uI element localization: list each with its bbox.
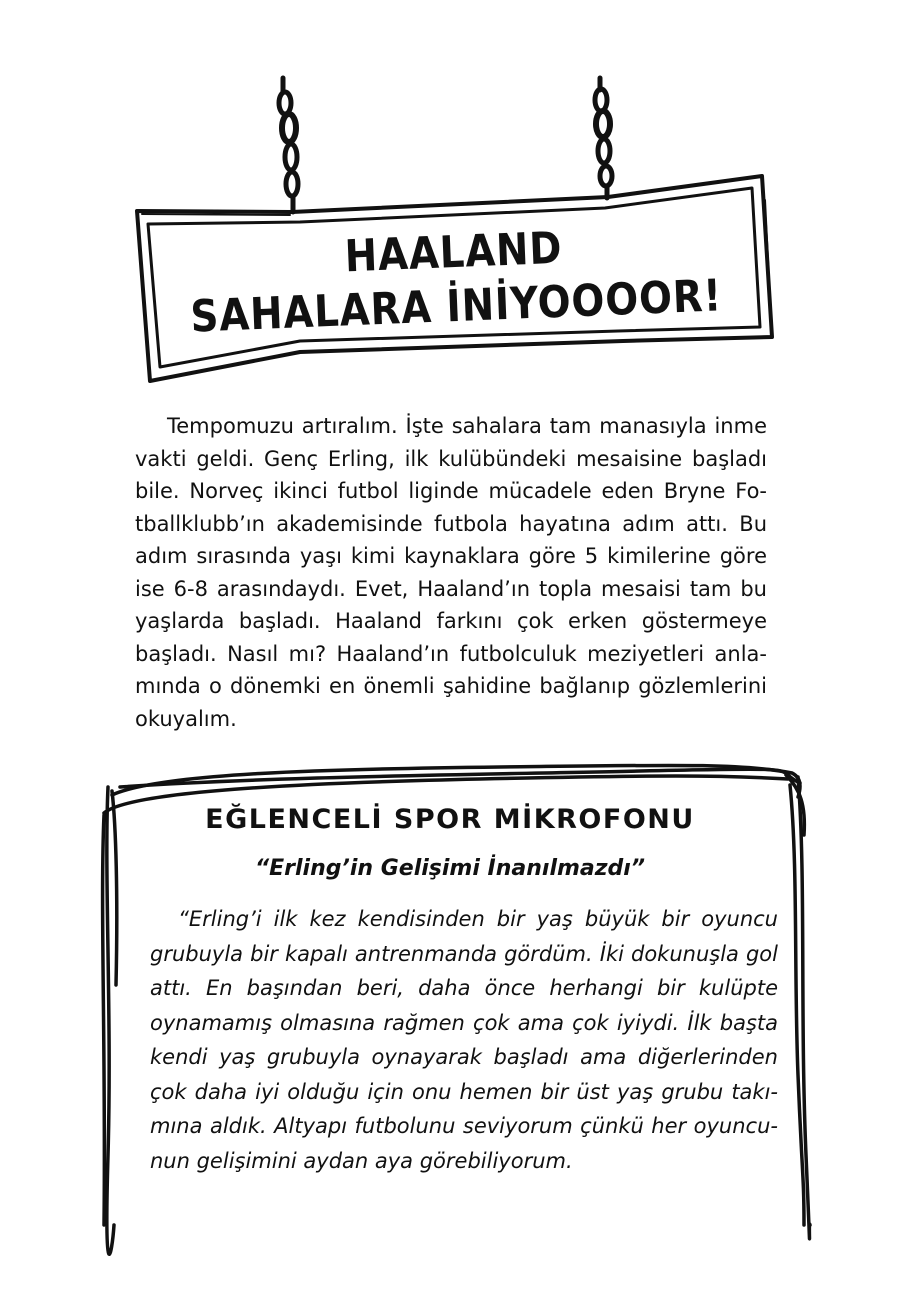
sign-title-line-2: SAHALARA İNİYOOOOR! [189,270,723,343]
box-subtitle: “Erling’in Gelişimi İnanılmazdı” [254,856,646,881]
sign-title-line-1: HAALAND [344,222,564,283]
right-chain-icon [595,78,612,198]
quote-paragraph: “Erling’i ilk kez kendisinden bir yaş büyük bir oyuncu grubuyla bir kapalı antrenmanda gördüm. İki dokunuşla gol attı. En başından beri, daha önce herhangi bir kulüpte oynamamış olmasına rağmen çok ama çok iyiydi. İlk başta kendi yaş grubuyla oynayarak başladı ama diğerlerinden çok daha iyi olduğu için onu hemen bir üst yaş grubu takımına aldık. Altyapı futbolunu seviyorum çünkü her oyuncunun gelişimini aydan aya görebiliyorum. [150,907,778,1173]
box-heading: EĞLENCELİ SPOR MİKROFONU [205,804,695,835]
left-chain-icon [279,78,298,212]
body-paragraph: Tempomuzu artıralım. İşte sahalara tam manasıyla inme vakti geldi. Genç Erling, ilk kulübündeki mesaisine başladı bile. Norveç ikinci futbol liginde mücadele eden Bryne Fotballklubb’ın akademisinde futbola hayatına adım attı. Bu adım sırasında yaşı kimi kaynaklara göre 5 kimilerine göre ise 6-8 arasındaydı. Evet, Haaland’ın topla mesaisi tam bu yaşlarda başladı. Haaland farkını çok erken göstermeye başladı. Nasıl mı? Haaland’ın futbolculuk meziyetleri anlamında o dönemki en önemli şahidine bağlanıp gözlemlerini okuyalım. [135,414,767,731]
sign-title [147,188,763,372]
